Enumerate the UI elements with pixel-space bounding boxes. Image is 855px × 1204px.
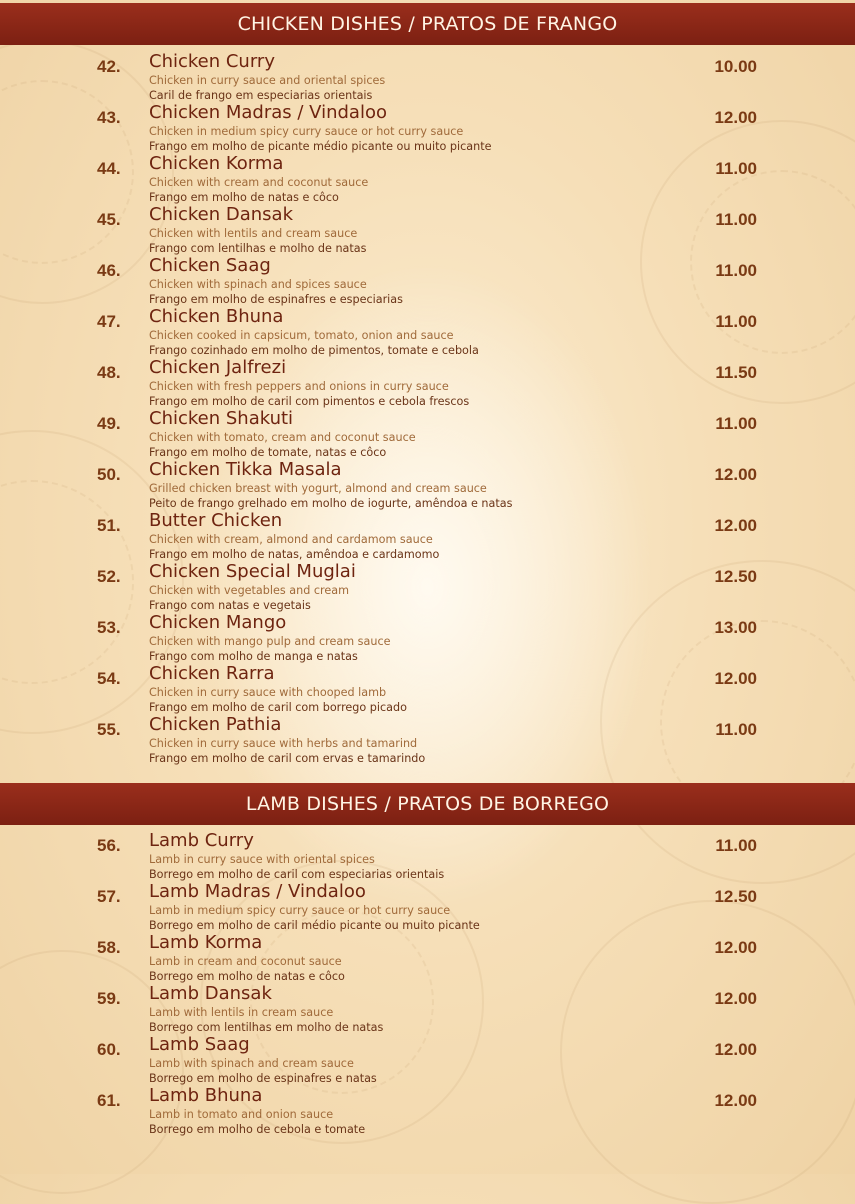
menu-item: [0, 357, 855, 411]
item-description-pt: Frango em molho de tomate, natas e côco: [149, 446, 387, 459]
item-number: 51.: [97, 516, 121, 535]
item-description-en: Lamb in tomato and onion sauce: [149, 1108, 334, 1121]
item-price: 11.00: [715, 836, 757, 855]
menu-item: [0, 1085, 855, 1139]
item-description-pt: Borrego em molho de caril médio picante ou muito picante: [149, 919, 480, 932]
item-number: 50.: [97, 465, 121, 484]
item-number: 42.: [97, 57, 121, 76]
item-number: 60.: [97, 1040, 121, 1059]
item-price: 12.00: [714, 1091, 757, 1110]
item-name: Chicken Shakuti: [149, 408, 294, 429]
item-description-pt: Borrego em molho de caril com especiarias orientais: [149, 868, 445, 881]
item-name: Chicken Korma: [149, 153, 284, 174]
item-name: Chicken Madras / Vindaloo: [149, 102, 387, 123]
section-header-chicken: [0, 3, 855, 45]
item-description-en: Lamb with spinach and cream sauce: [149, 1057, 354, 1070]
menu-item: [0, 306, 855, 360]
item-description-en: Lamb with lentils in cream sauce: [149, 1006, 334, 1019]
item-price: 11.00: [715, 261, 757, 280]
item-number: 49.: [97, 414, 121, 433]
menu-item: [0, 830, 855, 884]
item-price: 12.50: [714, 567, 757, 586]
item-description-en: Lamb in medium spicy curry sauce or hot curry sauce: [149, 904, 451, 917]
item-description-en: Chicken with vegetables and cream: [149, 584, 350, 597]
item-description-en: Chicken in medium spicy curry sauce or hot curry sauce: [149, 125, 464, 138]
item-description-en: Chicken with cream, almond and cardamom sauce: [149, 533, 433, 546]
menu-item: [0, 510, 855, 564]
item-description-pt: Frango com lentilhas e molho de natas: [149, 242, 367, 255]
item-price: 11.00: [715, 720, 757, 739]
item-description-en: Chicken with tomato, cream and coconut sauce: [149, 431, 416, 444]
item-description-pt: Caril de frango em especiarias orientais: [149, 89, 373, 102]
item-name: Chicken Special Muglai: [149, 561, 356, 582]
item-number: 48.: [97, 363, 121, 382]
item-description-pt: Frango em molho de picante médio picante ou muito picante: [149, 140, 492, 153]
item-description-pt: Frango em molho de natas, amêndoa e cardamomo: [149, 548, 440, 561]
item-description-pt: Frango com natas e vegetais: [149, 599, 311, 612]
item-price: 12.00: [714, 516, 757, 535]
item-price: 12.00: [714, 465, 757, 484]
item-description-pt: Frango em molho de caril com borrego picado: [149, 701, 407, 714]
menu-item: [0, 714, 855, 768]
item-name: Chicken Dansak: [149, 204, 293, 225]
menu-item: [0, 408, 855, 462]
item-description-pt: Frango cozinhado em molho de pimentos, tomate e cebola: [149, 344, 479, 357]
item-price: 10.00: [714, 57, 757, 76]
item-description-en: Lamb in cream and coconut sauce: [149, 955, 342, 968]
item-price: 12.50: [714, 887, 757, 906]
item-description-pt: Peito de frango grelhado em molho de iogurte, amêndoa e natas: [149, 497, 513, 510]
item-description-pt: Frango em molho de caril com pimentos e cebola frescos: [149, 395, 470, 408]
item-name: Lamb Madras / Vindaloo: [149, 881, 366, 902]
item-name: Lamb Bhuna: [149, 1085, 263, 1106]
item-description-en: Chicken with fresh peppers and onions in curry sauce: [149, 380, 449, 393]
menu-item: [0, 153, 855, 207]
item-description-en: Chicken in curry sauce with chooped lamb: [149, 686, 387, 699]
item-number: 61.: [97, 1091, 121, 1110]
item-number: 59.: [97, 989, 121, 1008]
item-price: 12.00: [714, 989, 757, 1008]
item-description-pt: Borrego em molho de espinafres e natas: [149, 1072, 377, 1085]
item-name: Lamb Dansak: [149, 983, 272, 1004]
item-name: Chicken Mango: [149, 612, 287, 633]
item-description-en: Chicken in curry sauce and oriental spices: [149, 74, 386, 87]
item-number: 52.: [97, 567, 121, 586]
menu-item: [0, 561, 855, 615]
item-number: 46.: [97, 261, 121, 280]
item-name: Butter Chicken: [149, 510, 283, 531]
section-title: CHICKEN DISHES / PRATOS DE FRANGO: [237, 13, 618, 35]
item-number: 43.: [97, 108, 121, 127]
item-price: 12.00: [714, 669, 757, 688]
item-description-en: Chicken with cream and coconut sauce: [149, 176, 369, 189]
item-name: Chicken Pathia: [149, 714, 282, 735]
menu-item: [0, 983, 855, 1037]
item-number: 53.: [97, 618, 121, 637]
menu-item: [0, 459, 855, 513]
item-number: 47.: [97, 312, 121, 331]
item-name: Chicken Curry: [149, 51, 275, 72]
menu-item: [0, 663, 855, 717]
item-description-pt: Frango em molho de caril com ervas e tamarindo: [149, 752, 426, 765]
item-number: 57.: [97, 887, 121, 906]
item-description-pt: Frango com molho de manga e natas: [149, 650, 358, 663]
item-number: 55.: [97, 720, 121, 739]
menu-item: [0, 255, 855, 309]
item-name: Chicken Jalfrezi: [149, 357, 287, 378]
item-description-en: Lamb in curry sauce with oriental spices: [149, 853, 375, 866]
menu-item: [0, 1034, 855, 1088]
item-description-en: Chicken with spinach and spices sauce: [149, 278, 367, 291]
item-description-pt: Borrego com lentilhas em molho de natas: [149, 1021, 384, 1034]
item-name: Chicken Rarra: [149, 663, 275, 684]
item-price: 11.00: [715, 312, 757, 331]
item-description-en: Grilled chicken breast with yogurt, almond and cream sauce: [149, 482, 487, 495]
item-price: 12.00: [714, 938, 757, 957]
item-name: Lamb Korma: [149, 932, 263, 953]
item-description-pt: Frango em molho de espinafres e especiarias: [149, 293, 403, 306]
item-number: 58.: [97, 938, 121, 957]
item-description-en: Chicken with mango pulp and cream sauce: [149, 635, 391, 648]
item-description-pt: Borrego em molho de cebola e tomate: [149, 1123, 366, 1136]
menu-item: [0, 51, 855, 105]
item-name: Chicken Bhuna: [149, 306, 284, 327]
item-price: 12.00: [714, 1040, 757, 1059]
item-price: 11.50: [715, 363, 757, 382]
section-header-lamb: [0, 783, 855, 825]
item-number: 45.: [97, 210, 121, 229]
item-price: 11.00: [715, 159, 757, 178]
item-description-pt: Frango em molho de natas e côco: [149, 191, 339, 204]
item-name: Chicken Saag: [149, 255, 271, 276]
menu-item: [0, 881, 855, 935]
menu-item: [0, 932, 855, 986]
item-description-pt: Borrego em molho de natas e côco: [149, 970, 345, 983]
menu-item: [0, 204, 855, 258]
item-number: 44.: [97, 159, 121, 178]
item-description-en: Chicken cooked in capsicum, tomato, onion and sauce: [149, 329, 454, 342]
menu-item: [0, 102, 855, 156]
item-price: 12.00: [714, 108, 757, 127]
item-price: 13.00: [714, 618, 757, 637]
item-description-en: Chicken in curry sauce with herbs and tamarind: [149, 737, 418, 750]
item-name: Chicken Tikka Masala: [149, 459, 342, 480]
menu-item: [0, 612, 855, 666]
item-description-en: Chicken with lentils and cream sauce: [149, 227, 358, 240]
section-title: LAMB DISHES / PRATOS DE BORREGO: [245, 793, 610, 815]
item-number: 54.: [97, 669, 121, 688]
item-name: Lamb Curry: [149, 830, 254, 851]
item-price: 11.00: [715, 414, 757, 433]
item-number: 56.: [97, 836, 121, 855]
item-name: Lamb Saag: [149, 1034, 250, 1055]
item-price: 11.00: [715, 210, 757, 229]
